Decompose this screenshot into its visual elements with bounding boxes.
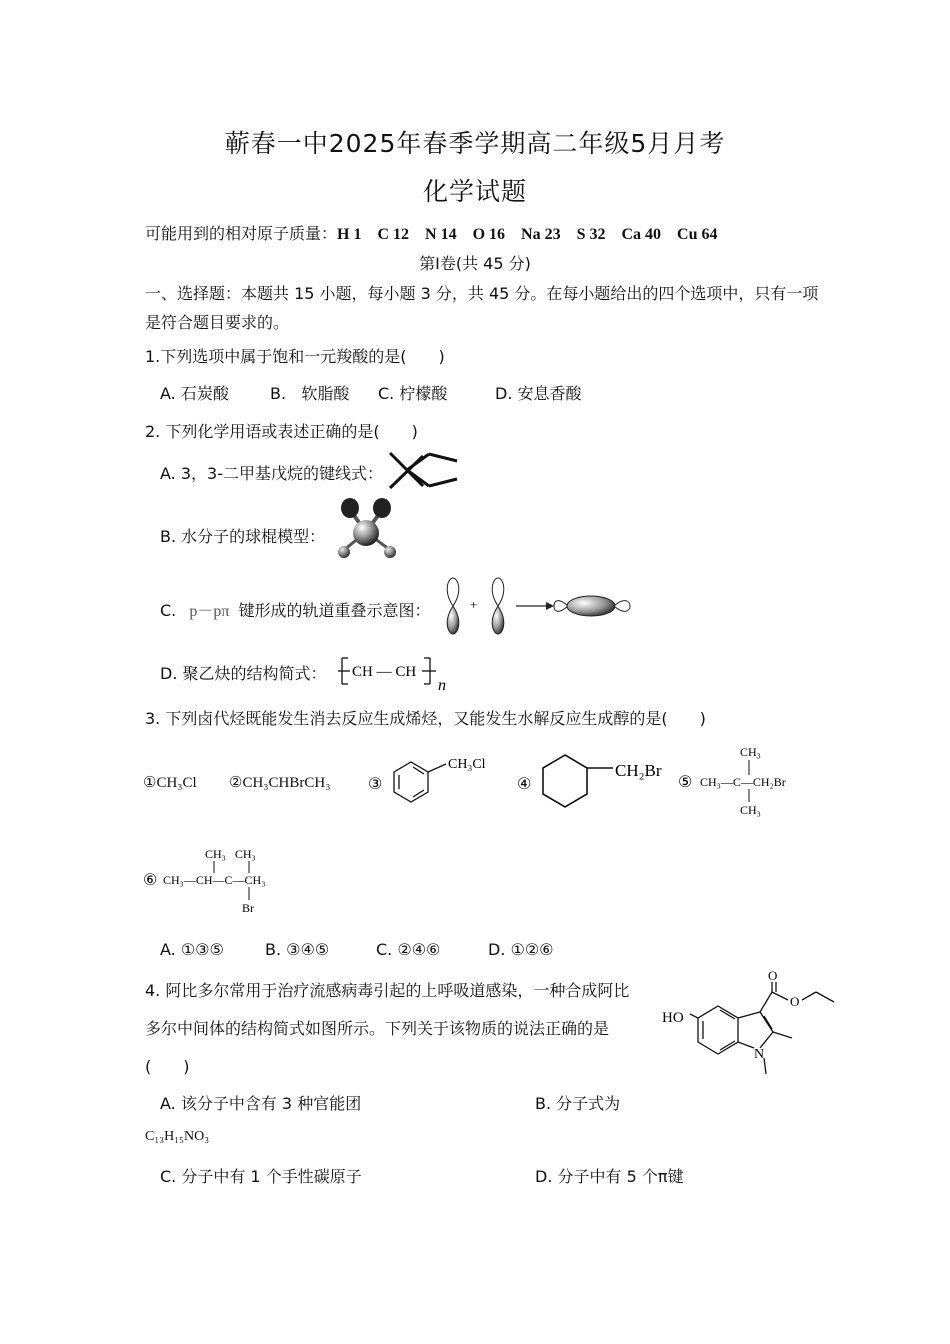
exam-subtitle: 化学试题: [422, 177, 527, 206]
section-intro-line-2: 是符合题目要求的。: [145, 313, 290, 332]
q3-item-6-label: ⑥: [143, 872, 158, 889]
q4-option-d: D. 分子中有 5 个π键: [535, 1167, 684, 1186]
q4-option-b-formula: C₁₃H₁₅NO₃: [145, 1129, 210, 1144]
exam-title: 蕲春一中2025年春季学期高二年级5月月考: [224, 129, 726, 158]
q2-option-d: D. 聚乙炔的结构简式：: [160, 664, 327, 683]
atomic-mass-label: 可能用到的相对原子质量：: [145, 224, 338, 243]
volume-heading: 第Ⅰ卷(共 45 分): [419, 254, 531, 273]
q3-item-3-group: CH₃Cl: [448, 757, 486, 772]
q3-item-5-main: CH₃—C—CH₂Br: [700, 775, 786, 789]
q3-item-6-top: CH₃ CH₃: [205, 847, 256, 861]
q3-item-6-structure: [141, 840, 311, 920]
polymer-subscript-n: n: [438, 677, 446, 694]
q3-item-1: ①CH₃Cl: [143, 775, 197, 791]
q1-option-d: D. 安息香酸: [495, 384, 582, 403]
q4-struct-ho: HO: [662, 1010, 684, 1026]
q3-item-5-ch3-top: CH₃: [740, 745, 761, 759]
q3-item-2: ②CH₃CHBrCH₃: [229, 775, 331, 791]
orbital-overlap-diagram: [440, 575, 640, 637]
q2-option-b: B. 水分子的球棍模型：: [160, 527, 326, 546]
q3-item-6-br: Br: [242, 901, 254, 915]
q3-option-c: C. ②④⑥: [376, 940, 441, 959]
q3-item-5-ch3-bottom: CH₃: [740, 803, 761, 817]
q4-stem-line-1: 4. 阿比多尔常用于治疗流感病毒引起的上呼吸道感染，一种合成阿比: [145, 981, 630, 1000]
polyacetylene-repeat-unit: CH — CH: [352, 664, 417, 680]
orbital-plus: +: [470, 597, 478, 612]
q1-option-b: B. 软脂酸: [270, 384, 350, 403]
q1-option-c: C. 柠檬酸: [378, 384, 448, 403]
section-intro-line-1: 一、选择题：本题共 15 小题，每小题 3 分，共 45 分。在每小题给出的四个选项中，只有一项: [145, 284, 819, 303]
q3-item-3-benzyl-chloride: [366, 746, 506, 816]
q4-indole-ester-structure: [660, 966, 845, 1091]
q3-item-3-label: ③: [368, 776, 383, 793]
q2-option-c-prefix: C.: [160, 601, 177, 620]
q3-stem: 3. 下列卤代烃既能发生消去反应生成烯烃，又能发生水解反应生成醇的是( ): [145, 709, 706, 728]
atomic-mass-line: [145, 221, 717, 244]
q2-option-c: [160, 598, 431, 621]
q3-option-b: B. ③④⑤: [265, 940, 330, 959]
water-ball-stick-model: [328, 496, 408, 564]
q2-stem: 2. 下列化学用语或表述正确的是( ): [145, 422, 418, 441]
q4-option-b: B. 分子式为: [535, 1094, 621, 1113]
q2-option-a: A. 3，3-二甲基戊烷的键线式：: [160, 464, 383, 483]
polyacetylene-formula: [336, 650, 456, 694]
q3-item-4-label: ④: [517, 776, 532, 793]
q4-option-a: A. 该分子中含有 3 种官能团: [160, 1094, 362, 1113]
q1-stem: 1.下列选项中属于饱和一元羧酸的是( ): [145, 347, 445, 366]
q3-option-d: D. ①②⑥: [488, 940, 554, 959]
q4-stem-line-2: 多尔中间体的结构简式如图所示。下列关于该物质的说法正确的是: [145, 1019, 610, 1038]
p-p-pi-label: p－pπ: [189, 603, 230, 620]
q2-option-c-text: 键形成的轨道重叠示意图：: [238, 601, 431, 620]
q4-struct-o-ester: O: [790, 994, 800, 1009]
dimethylpentane-skeletal-formula: [385, 448, 465, 494]
q4-option-c: C. 分子中有 1 个手性碳原子: [160, 1167, 362, 1186]
atomic-mass-values: H 1 C 12 N 14 O 16 Na 23 S 32 Ca 40 Cu 64: [337, 226, 718, 243]
q3-item-4-cyclohexylmethyl-bromide: [515, 746, 675, 816]
q1-option-a: A. 石炭酸: [160, 384, 229, 403]
q4-struct-n: N: [754, 1047, 765, 1062]
q4-stem-line-3: ( ): [145, 1057, 190, 1076]
q3-option-a: A. ①③⑤: [160, 940, 224, 959]
q4-struct-o-carbonyl: O: [768, 968, 778, 983]
q3-item-4-group: CH₂Br: [615, 761, 662, 780]
q3-item-5-neopentyl-bromide: [676, 742, 826, 820]
q3-item-5-label: ⑤: [678, 774, 693, 791]
q3-item-6-main: CH₃—CH—C—CH₃: [163, 873, 266, 887]
